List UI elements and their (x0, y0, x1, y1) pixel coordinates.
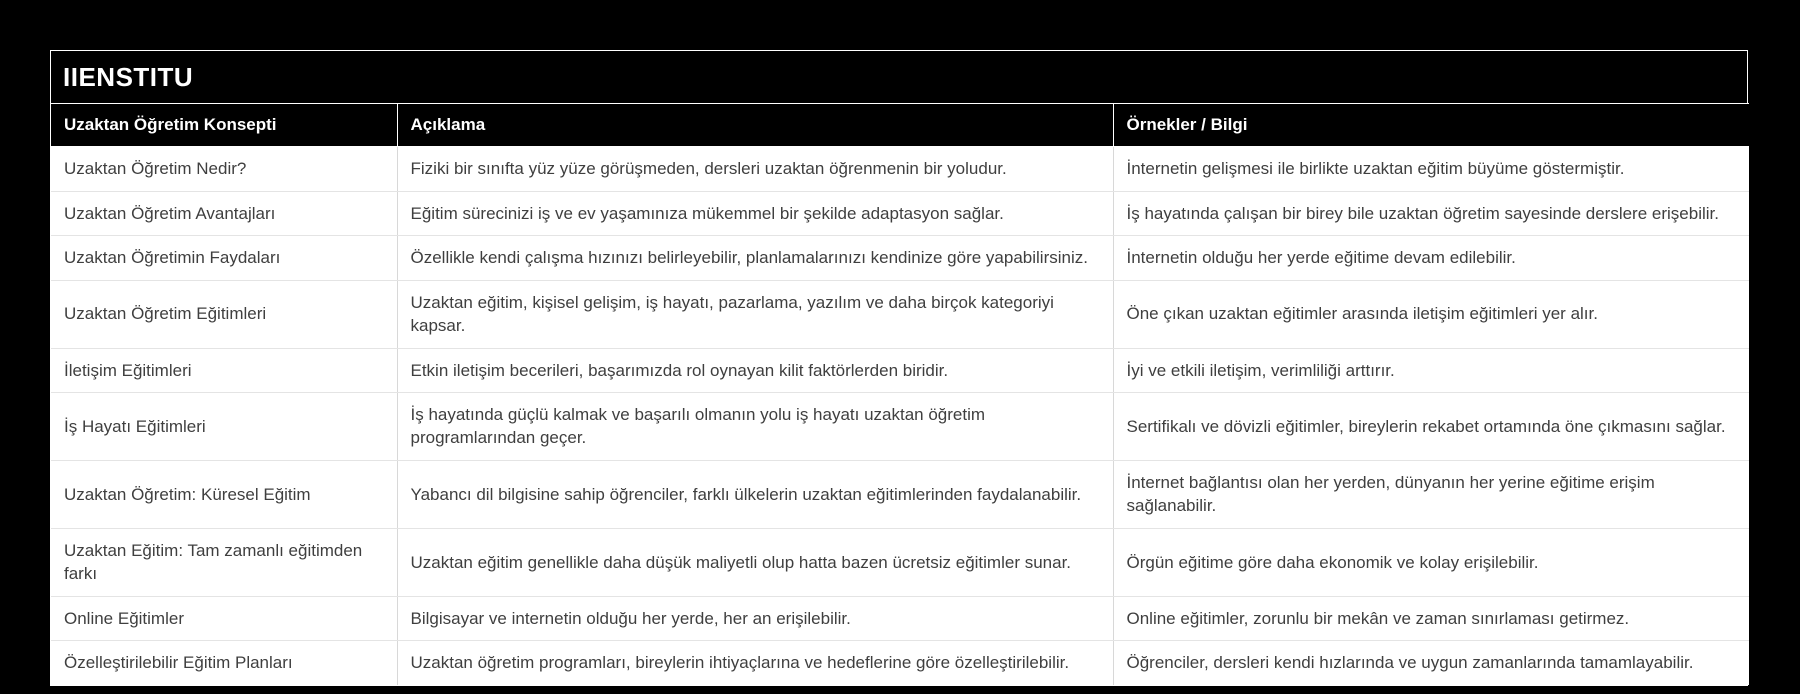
cell-examples: İnternetin gelişmesi ile birlikte uzaktan eğitim büyüme göstermiştir. (1113, 147, 1749, 191)
table-row (51, 348, 1749, 392)
cell-examples: İnternetin olduğu her yerde eğitime devam edilebilir. (1113, 236, 1749, 280)
table-row (51, 596, 1749, 640)
cell-description: Uzaktan eğitim, kişisel gelişim, iş hayatı, pazarlama, yazılım ve daha birçok kategoriyi kapsar. (397, 280, 1113, 348)
cell-examples: Öğrenciler, dersleri kendi hızlarında ve uygun zamanlarında tamamlayabilir. (1113, 641, 1749, 685)
table-row (51, 236, 1749, 280)
cell-description: Fiziki bir sınıfta yüz yüze görüşmeden, dersleri uzaktan öğrenmenin bir yoludur. (397, 147, 1113, 191)
cell-description: Uzaktan öğretim programları, bireylerin ihtiyaçlarına ve hedeflerine göre özelleştirilebilir. (397, 641, 1113, 685)
cell-description: Bilgisayar ve internetin olduğu her yerde, her an erişilebilir. (397, 596, 1113, 640)
cell-concept: Uzaktan Eğitim: Tam zamanlı eğitimden farkı (51, 528, 397, 596)
cell-concept: Online Eğitimler (51, 596, 397, 640)
cell-description: Özellikle kendi çalışma hızınızı belirleyebilir, planlamalarınızı kendinize göre yapabilirsiniz. (397, 236, 1113, 280)
cell-examples: Sertifikalı ve dövizli eğitimler, bireylerin rekabet ortamında öne çıkmasını sağlar. (1113, 393, 1749, 461)
cell-description: İş hayatında güçlü kalmak ve başarılı olmanın yolu iş hayatı uzaktan öğretim programlarından geçer. (397, 393, 1113, 461)
cell-concept: Özelleştirilebilir Eğitim Planları (64, 653, 293, 673)
cell-description: Uzaktan eğitim genellikle daha düşük maliyetli olup hatta bazen ücretsiz eğitimler sunar. (397, 528, 1113, 596)
table-header-row (51, 104, 1749, 147)
table-row (51, 528, 1749, 596)
education-table (51, 103, 1749, 684)
cell-description: Eğitim sürecinizi iş ve ev yaşamınıza mükemmel bir şekilde adaptasyon sağlar. (397, 191, 1113, 235)
cell-concept: İletişim Eğitimleri (51, 348, 397, 392)
cell-examples: Online eğitimler, zorunlu bir mekân ve zaman sınırlaması getirmez. (1113, 596, 1749, 640)
cell-examples: Öne çıkan uzaktan eğitimler arasında iletişim eğitimleri yer alır. (1113, 280, 1749, 348)
column-header-examples: Örnekler / Bilgi (1113, 104, 1749, 147)
cell-examples: Örgün eğitime göre daha ekonomik ve kolay erişilebilir. (1113, 528, 1749, 596)
table-row (51, 147, 1749, 191)
cell-examples: İş hayatında çalışan bir birey bile uzaktan öğretim sayesinde derslere erişebilir. (1113, 191, 1749, 235)
page-title: IIENSTITU (63, 62, 194, 92)
cell-examples: İnternet bağlantısı olan her yerden, dünyanın her yerine eğitime erişim sağlanabilir. (1113, 460, 1749, 528)
cell-description: Yabancı dil bilgisine sahip öğrenciler, farklı ülkelerin uzaktan eğitimlerinden faydalanabilir. (397, 460, 1113, 528)
cell-concept: Uzaktan Öğretim Nedir? (51, 147, 397, 191)
table-row (51, 393, 1749, 461)
cell-examples: İyi ve etkili iletişim, verimliliği arttırır. (1113, 348, 1749, 392)
column-header-concept: Uzaktan Öğretim Konsepti (51, 104, 397, 147)
cell-concept: Uzaktan Öğretimin Faydaları (51, 236, 397, 280)
table-row (51, 641, 1749, 685)
content-panel (50, 50, 1748, 686)
table-header (51, 104, 1749, 147)
cell-concept: İş Hayatı Eğitimleri (51, 393, 397, 461)
cell-concept: Uzaktan Öğretim Eğitimleri (51, 280, 397, 348)
cell-description: Etkin iletişim becerileri, başarımızda rol oynayan kilit faktörlerden biridir. (397, 348, 1113, 392)
cell-concept: Uzaktan Öğretim: Küresel Eğitim (51, 460, 397, 528)
table-row (51, 280, 1749, 348)
table-row (51, 460, 1749, 528)
table-row (51, 191, 1749, 235)
table-body (51, 147, 1749, 685)
column-header-description: Açıklama (397, 104, 1113, 147)
cell-concept: Uzaktan Öğretim Avantajları (51, 191, 397, 235)
